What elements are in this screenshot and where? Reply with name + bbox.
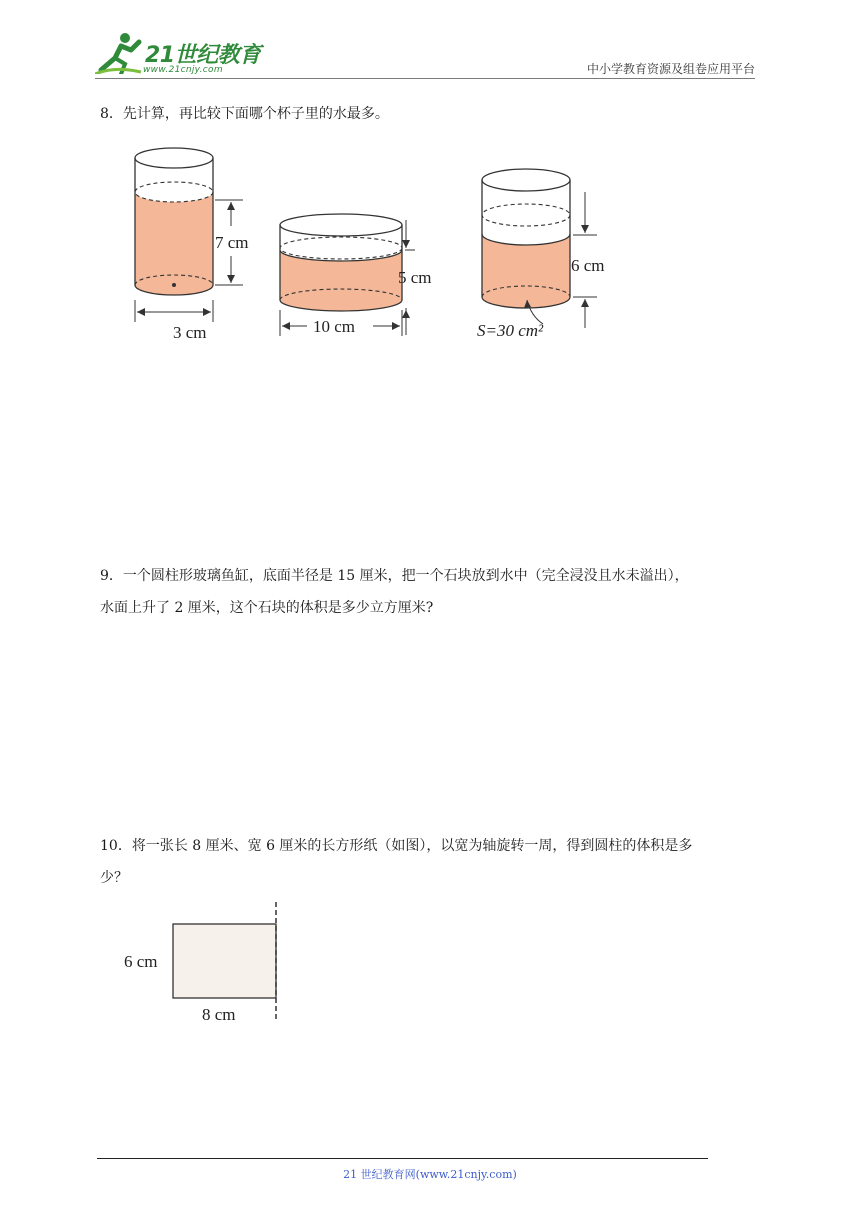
cup-1-water: [135, 192, 213, 295]
question-8: 8．先计算，再比较下面哪个杯子里的水最多。: [100, 106, 389, 122]
page-header: [95, 30, 755, 80]
rect-length-label: 8 cm: [202, 1005, 236, 1024]
site-logo[interactable]: [95, 30, 265, 78]
cup-2-diameter-label: 10 cm: [313, 317, 356, 336]
question-10-line-2: 少？: [100, 870, 128, 886]
question-10-line-1: 10．将一张长 8 厘米、宽 6 厘米的长方形纸（如图），以宽为轴旋转一周，得到圆柱的体积是多: [100, 838, 693, 854]
rect-width-label: 6 cm: [124, 952, 158, 971]
logo-text: 21世纪教育: [145, 43, 261, 68]
cup-1: [135, 148, 249, 342]
footer-divider: [97, 1158, 708, 1159]
question-9: [100, 560, 765, 624]
cups-figure: [115, 140, 635, 349]
header-platform-text: 中小学教育资源及组卷应用平台: [586, 62, 755, 76]
cup-3: [477, 169, 605, 340]
cup-2: [280, 214, 432, 336]
logo-url: www.21cnjy.com: [143, 65, 223, 75]
cups-diagram: [115, 140, 635, 345]
question-9-line-1: 9．一个圆柱形玻璃鱼缸，底面半径是 15 厘米，把一个石块放到水中（完全浸没且水未溢出），: [100, 568, 689, 584]
cup-1-diameter-label: 3 cm: [173, 323, 207, 342]
question-9-line-2: 水面上升了 2 厘米，这个石块的体积是多少立方厘米?: [100, 600, 434, 616]
rectangle-diagram: [110, 900, 300, 1030]
cup-2-height-label: 5 cm: [398, 268, 432, 287]
rectangle-figure: [110, 900, 300, 1034]
question-10: [100, 830, 765, 894]
cup-3-height-label: 6 cm: [571, 256, 605, 275]
paper-rectangle: [173, 924, 276, 998]
footer-link[interactable]: 21 世纪教育网(www.21cnjy.com): [343, 1168, 517, 1181]
header-divider: [95, 78, 755, 79]
cup-3-area-label: S=30 cm²: [477, 321, 544, 340]
runner-icon: [95, 30, 143, 74]
cup-1-height-label: 7 cm: [215, 233, 249, 252]
